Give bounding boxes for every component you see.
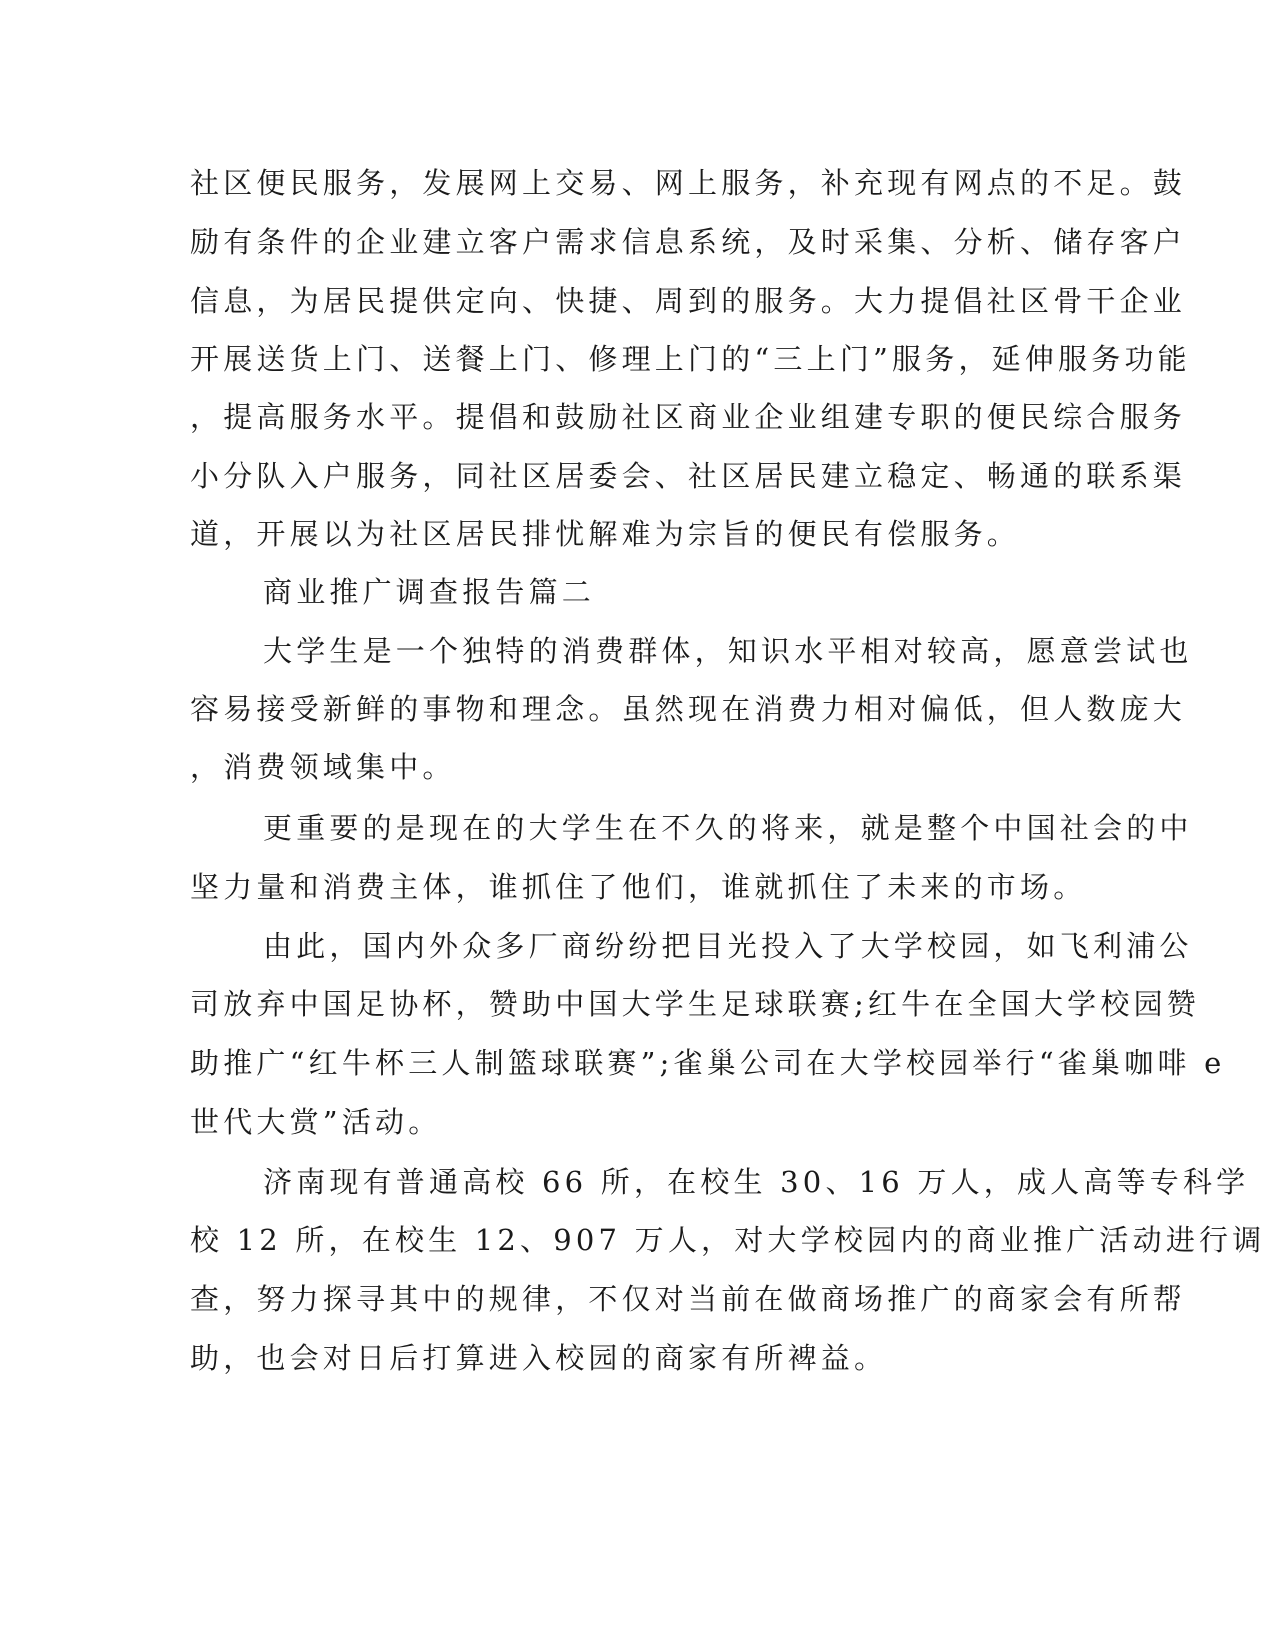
paragraph-line: 社区便民服务，发展网上交易、网上服务，补充现有网点的不足。鼓 bbox=[190, 166, 1187, 200]
paragraph-line: 由此，国内外众多厂商纷纷把目光投入了大学校园，如飞利浦公 bbox=[263, 929, 1193, 963]
paragraph-line: 助，也会对日后打算进入校园的商家有所裨益。 bbox=[190, 1341, 888, 1375]
paragraph-line: 开展送货上门、送餐上门、修理上门的“三上门”服务，延伸服务功能 bbox=[190, 342, 1191, 376]
paragraph-line: 容易接受新鲜的事物和理念。虽然现在消费力相对偏低，但人数庞大 bbox=[190, 692, 1187, 726]
paragraph-line: 查，努力探寻其中的规律，不仅对当前在做商场推广的商家会有所帮 bbox=[190, 1282, 1187, 1316]
paragraph-line: 司放弃中国足协杯，赞助中国大学生足球联赛;红牛在全国大学校园赞 bbox=[190, 987, 1200, 1021]
paragraph-line: 世代大赏”活动。 bbox=[190, 1105, 442, 1139]
paragraph-line: 坚力量和消费主体，谁抓住了他们，谁就抓住了未来的市场。 bbox=[190, 870, 1087, 904]
paragraph-line: 校 12 所，在校生 12、907 万人，对大学校园内的商业推广活动进行调 bbox=[190, 1223, 1266, 1257]
paragraph-line: 济南现有普通高校 66 所，在校生 30、16 万人，成人高等专科学 bbox=[263, 1165, 1250, 1199]
paragraph-line: 小分队入户服务，同社区居委会、社区居民建立稳定、畅通的联系渠 bbox=[190, 459, 1187, 493]
paragraph-line: 更重要的是现在的大学生在不久的将来，就是整个中国社会的中 bbox=[263, 811, 1193, 845]
paragraph-line: ，消费领域集中。 bbox=[190, 750, 456, 784]
paragraph-line: ，提高服务水平。提倡和鼓励社区商业企业组建专职的便民综合服务 bbox=[190, 400, 1187, 434]
paragraph-line: 信息，为居民提供定向、快捷、周到的服务。大力提倡社区骨干企业 bbox=[190, 284, 1187, 318]
paragraph-line: 励有条件的企业建立客户需求信息系统，及时采集、分析、储存客户 bbox=[190, 225, 1187, 259]
section-heading: 商业推广调查报告篇二 bbox=[263, 575, 596, 609]
paragraph-line: 大学生是一个独特的消费群体，知识水平相对较高，愿意尝试也 bbox=[263, 634, 1193, 668]
paragraph-line: 助推广“红牛杯三人制篮球联赛”;雀巢公司在大学校园举行“雀巢咖啡 e bbox=[190, 1046, 1226, 1080]
paragraph-line: 道，开展以为社区居民排忧解难为宗旨的便民有偿服务。 bbox=[190, 517, 1021, 551]
